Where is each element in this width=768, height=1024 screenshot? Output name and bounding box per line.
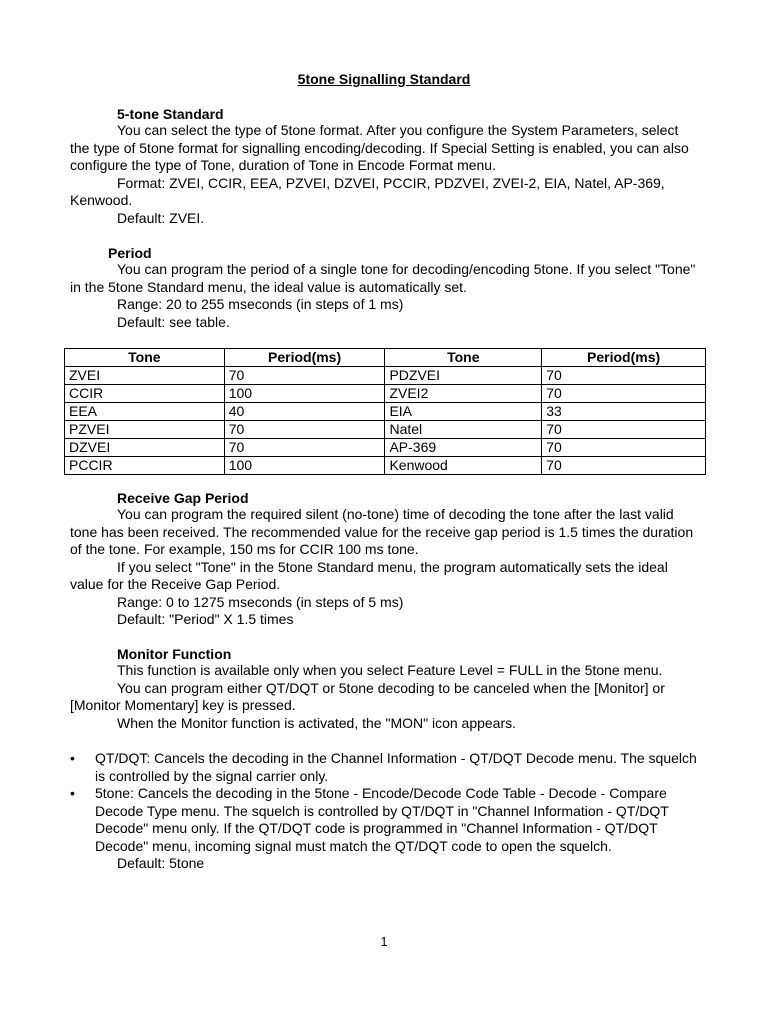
table-cell: 100 xyxy=(224,457,385,475)
section-heading-standard: 5-tone Standard xyxy=(117,106,224,122)
table-cell: EEA xyxy=(65,403,225,421)
paragraph: You can program the period of a single tone for decoding/encoding 5tone. If you select "Tone" in the 5tone Standard menu, the ideal value is automatically set. xyxy=(70,261,696,295)
table-cell: 70 xyxy=(542,367,706,385)
table-cell: 33 xyxy=(542,403,706,421)
bullet-icon: • xyxy=(70,785,75,801)
column-header: Period(ms) xyxy=(224,349,385,367)
table-cell: 70 xyxy=(542,439,706,457)
column-header: Tone xyxy=(385,349,542,367)
section-heading-monitor: Monitor Function xyxy=(117,646,232,662)
paragraph: You can select the type of 5tone format. After you configure the System Parameters, select the type of 5tone format for signalling encoding/decoding. If Special Setting is enabled, you can also configure the type of Tone, duration of Tone in Encode Format menu. xyxy=(70,122,689,173)
table-cell: ZVEI2 xyxy=(385,385,542,403)
section-body-monitor xyxy=(70,662,700,732)
table-cell: ZVEI xyxy=(65,367,225,385)
bullet-list xyxy=(70,750,700,873)
bullet-icon: • xyxy=(70,750,75,766)
list-item xyxy=(70,750,700,785)
section-heading-period: Period xyxy=(108,245,152,261)
paragraph: If you select "Tone" in the 5tone Standard menu, the program automatically sets the ideal value for the Receive Gap Period. xyxy=(70,558,668,592)
table-cell: 70 xyxy=(224,439,385,457)
paragraph: This function is available only when you select Feature Level = FULL in the 5tone menu. xyxy=(117,662,663,678)
default-line: Default: 5tone xyxy=(117,855,205,871)
default-line: Default: see table. xyxy=(117,313,230,330)
table-cell: PDZVEI xyxy=(385,367,542,385)
table-cell: PZVEI xyxy=(65,421,225,439)
table-cell: PCCIR xyxy=(65,457,225,475)
table-cell: 70 xyxy=(224,421,385,439)
table-cell: 70 xyxy=(542,457,706,475)
period-table xyxy=(64,348,706,475)
document-title: 5tone Signalling Standard xyxy=(297,71,471,87)
default-line: Default: ZVEI. xyxy=(117,209,205,226)
default-line: Default: "Period" X 1.5 times xyxy=(117,611,294,627)
column-header: Period(ms) xyxy=(542,349,706,367)
format-line: Format: ZVEI, CCIR, EEA, PZVEI, DZVEI, PCCIR, PDZVEI, ZVEI-2, EIA, Natel, AP-369, Kenwood. xyxy=(70,174,665,208)
page-number: 1 xyxy=(380,934,388,949)
list-item-text: QT/DQT: Cancels the decoding in the Channel Information - QT/DQT Decode menu. The squelch is controlled by the signal carrier only. xyxy=(95,750,697,784)
table-cell: EIA xyxy=(385,403,542,421)
table-row xyxy=(65,403,706,421)
range-line: Range: 0 to 1275 mseconds (in steps of 5 ms) xyxy=(117,593,404,610)
column-header: Tone xyxy=(65,349,225,367)
table-row xyxy=(65,367,706,385)
table-cell: CCIR xyxy=(65,385,225,403)
table-row xyxy=(65,385,706,403)
table-row xyxy=(65,421,706,439)
table-cell: Kenwood xyxy=(385,457,542,475)
paragraph: When the Monitor function is activated, the "MON" icon appears. xyxy=(117,714,517,731)
table-row xyxy=(65,439,706,457)
table-cell: 70 xyxy=(542,421,706,439)
table-row xyxy=(65,457,706,475)
section-heading-gap: Receive Gap Period xyxy=(117,490,249,506)
list-item-text: 5tone: Cancels the decoding in the 5tone - Encode/Decode Code Table - Decode - Compare Decode Type menu. The squelch is controlled by QT/DQT in "Channel Information - QT/DQT Decode" menu only. If the QT/DQT code is programmed in "Channel Information - QT/DQT Decode" menu, incoming signal must match the QT/DQT code to open the squelch. xyxy=(95,785,669,854)
table-cell: 100 xyxy=(224,385,385,403)
range-line: Range: 20 to 255 mseconds (in steps of 1 ms) xyxy=(117,296,404,312)
section-body-period xyxy=(70,261,700,331)
paragraph: You can program either QT/DQT or 5tone decoding to be canceled when the [Monitor] or [Monitor Momentary] key is pressed. xyxy=(70,679,665,713)
table-header-row xyxy=(65,349,706,367)
paragraph: You can program the required silent (no-tone) time of decoding the tone after the last valid tone has been received. The recommended value for the receive gap period is 1.5 times the duration of the tone. For example, 150 ms for CCIR 100 ms tone. xyxy=(70,506,694,557)
table-cell: 70 xyxy=(542,385,706,403)
table-cell: 70 xyxy=(224,367,385,385)
table-cell: DZVEI xyxy=(65,439,225,457)
list-item xyxy=(70,785,700,855)
section-body-standard xyxy=(70,122,700,227)
table-cell: 40 xyxy=(224,403,385,421)
table-cell: Natel xyxy=(385,421,542,439)
table-cell: AP-369 xyxy=(385,439,542,457)
section-body-gap xyxy=(70,506,700,629)
